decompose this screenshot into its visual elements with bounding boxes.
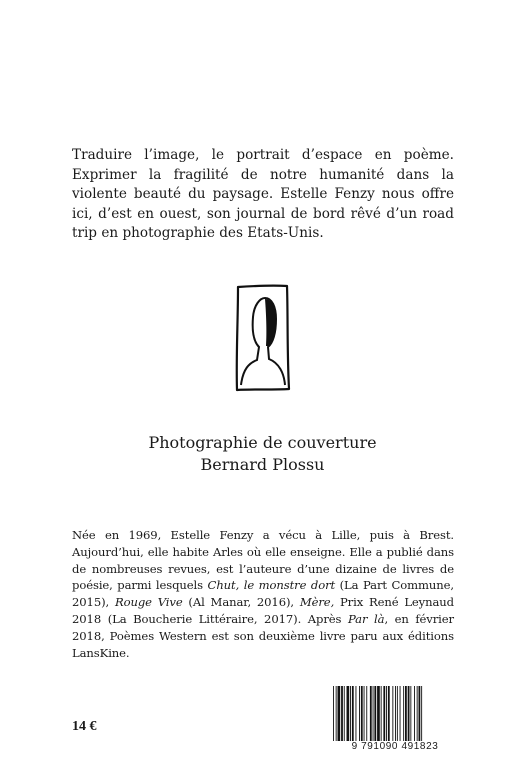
barcode-bar xyxy=(352,686,354,742)
bio-book-title: Rouge Vive xyxy=(114,595,183,610)
price-label: 14 € xyxy=(72,719,97,734)
barcode-bar xyxy=(356,686,357,742)
bio-text: Prix René Leynaud 2018 (La Boucherie Littéraire, 2017). Après xyxy=(72,595,454,626)
barcode-bar xyxy=(350,686,351,742)
bio-text: (La Part Commune, 2015), xyxy=(72,578,455,610)
barcode-bar xyxy=(383,686,385,742)
barcode-bar xyxy=(364,686,365,742)
bio-text: Née en 1969, Estelle Fenzy a vécu à Lille, puis à Brest. Aujourd’hui, elle habite Arles où elle enseigne. Elle a publié dans de nombreuses revues, est l’auteure d’une dizaine de livres de poésie, parmi lesquels xyxy=(72,528,454,593)
credit-label: Photographie de couverture xyxy=(148,433,377,452)
barcode-bar xyxy=(347,686,350,742)
barcode-bar xyxy=(414,686,415,742)
bio-book-title: Chut, le monstre dort xyxy=(207,578,336,593)
barcode-bar xyxy=(361,686,363,742)
barcode-bar xyxy=(417,686,418,742)
credit-photographer: Bernard Plossu xyxy=(200,455,325,474)
isbn-number: 9 791090 491823 xyxy=(330,741,460,752)
publisher-figure-logo-icon xyxy=(233,281,293,393)
barcode-bar xyxy=(400,686,401,742)
barcode-bar xyxy=(341,686,343,742)
barcode-bar xyxy=(373,686,374,742)
cover-photo-credit xyxy=(100,432,425,476)
author-bio xyxy=(72,527,454,661)
barcode-bar xyxy=(410,686,411,742)
barcode-bar xyxy=(405,686,407,742)
barcode-bar xyxy=(370,686,372,742)
barcode-bar xyxy=(388,686,390,742)
bio-book-title: Par là xyxy=(347,611,385,626)
barcode-bar xyxy=(338,686,341,742)
barcode-bar xyxy=(366,686,367,742)
bio-text: (Al Manar, 2016), xyxy=(182,595,300,610)
barcode-bar xyxy=(408,686,410,742)
barcode-bar xyxy=(374,686,376,742)
barcode-bar xyxy=(392,686,393,742)
barcode-bar xyxy=(397,686,398,742)
barcode-bar xyxy=(381,686,382,742)
barcode-bar xyxy=(359,686,360,742)
bio-text: , en février 2018, Poèmes Western est son deuxième livre paru aux éditions LansKine. xyxy=(72,611,454,660)
back-cover-blurb: Traduire l’image, le portrait d’espace en poème. Exprimer la fragilité de notre humanité dans la violente beauté du paysage. Estelle Fenzy nous offre ici, d’est en ouest, son journal de bord rêvé d’un road trip en photographie des Etats-Unis. xyxy=(72,147,454,241)
bio-book-title: Mère, xyxy=(299,595,335,610)
barcode-bar xyxy=(386,686,387,742)
barcode-bar xyxy=(395,686,396,742)
barcode-bar xyxy=(344,686,345,742)
barcode-bar xyxy=(403,686,404,742)
barcode-bar xyxy=(419,686,421,742)
